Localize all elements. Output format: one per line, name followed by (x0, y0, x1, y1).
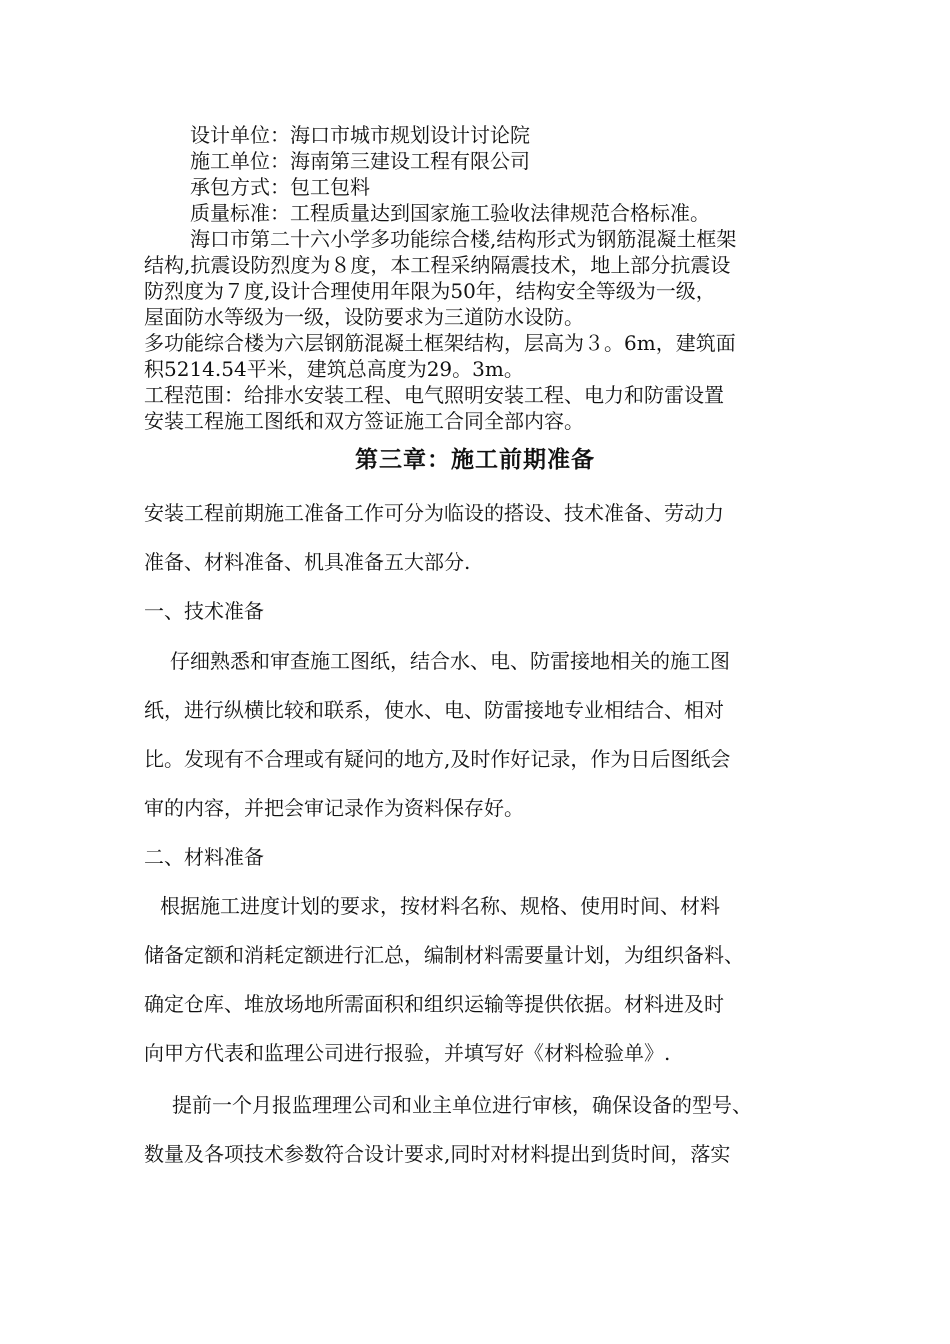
design-unit-line: 设计单位：海口市城市规划设计讨论院 (190, 123, 530, 147)
material-paragraph-line: 提前一个月报监理理公司和业主单位进行审核，确保设备的型号、 (172, 1093, 752, 1117)
tech-paragraph-line: 审的内容，并把会审记录作为资料保存好。 (144, 796, 524, 820)
material-paragraph-line: 数量及各项技术参数符合设计要求,同时对材料提出到货时间，落实 (144, 1142, 731, 1166)
tech-paragraph-line: 比。发现有不合理或有疑问的地方,及时作好记录，作为日后图纸会 (144, 747, 731, 771)
overview-line: 结构,抗震设防烈度为８度，本工程采纳隔震技术，地上部分抗震设 (144, 253, 731, 277)
overview-line: 屋面防水等级为一级，设防要求为三道防水设防。 (144, 305, 584, 329)
material-paragraph-line: 确定仓库、堆放场地所需面积和组织运输等提供依据。材料进及时 (144, 992, 724, 1016)
overview-line: 多功能综合楼为六层钢筋混凝土框架结构，层高为３。6m，建筑面 (144, 331, 736, 355)
intro-line: 安装工程前期施工准备工作可分为临设的搭设、技术准备、劳动力 (144, 501, 724, 525)
section-title-tech: 一、技术准备 (144, 599, 264, 623)
overview-line: 安装工程施工图纸和双方签证施工合同全部内容。 (144, 409, 584, 433)
material-paragraph-line: 储备定额和消耗定额进行汇总，编制材料需要量计划，为组织备料、 (144, 943, 744, 967)
quality-standard-line: 质量标准：工程质量达到国家施工验收法律规范合格标准。 (190, 201, 710, 225)
contract-mode-line: 承包方式：包工包料 (190, 175, 370, 199)
chapter-title: 第三章：施工前期准备 (355, 446, 595, 473)
material-paragraph-line: 向甲方代表和监理公司进行报验，并填写好《材料检验单》. (144, 1041, 671, 1065)
overview-line: 积5214.54平米，建筑总高度为29。3m。 (144, 357, 524, 381)
construction-unit-line: 施工单位：海南第三建设工程有限公司 (190, 149, 530, 173)
intro-line: 准备、材料准备、机具准备五大部分. (144, 550, 471, 574)
tech-paragraph-line: 纸，进行纵横比较和联系，使水、电、防雷接地专业相结合、相对 (144, 698, 724, 722)
overview-line: 工程范围：给排水安装工程、电气照明安装工程、电力和防雷设置 (144, 383, 724, 407)
tech-paragraph-line: 仔细熟悉和审查施工图纸，结合水、电、防雷接地相关的施工图 (170, 649, 730, 673)
overview-line: 海口市第二十六小学多功能综合楼,结构形式为钢筋混凝土框架 (190, 227, 737, 251)
material-paragraph-line: 根据施工进度计划的要求，按材料名称、规格、使用时间、材料 (160, 894, 720, 918)
overview-line: 防烈度为７度,设计合理使用年限为50年，结构安全等级为一级， (144, 279, 716, 303)
section-title-material: 二、材料准备 (144, 845, 264, 869)
